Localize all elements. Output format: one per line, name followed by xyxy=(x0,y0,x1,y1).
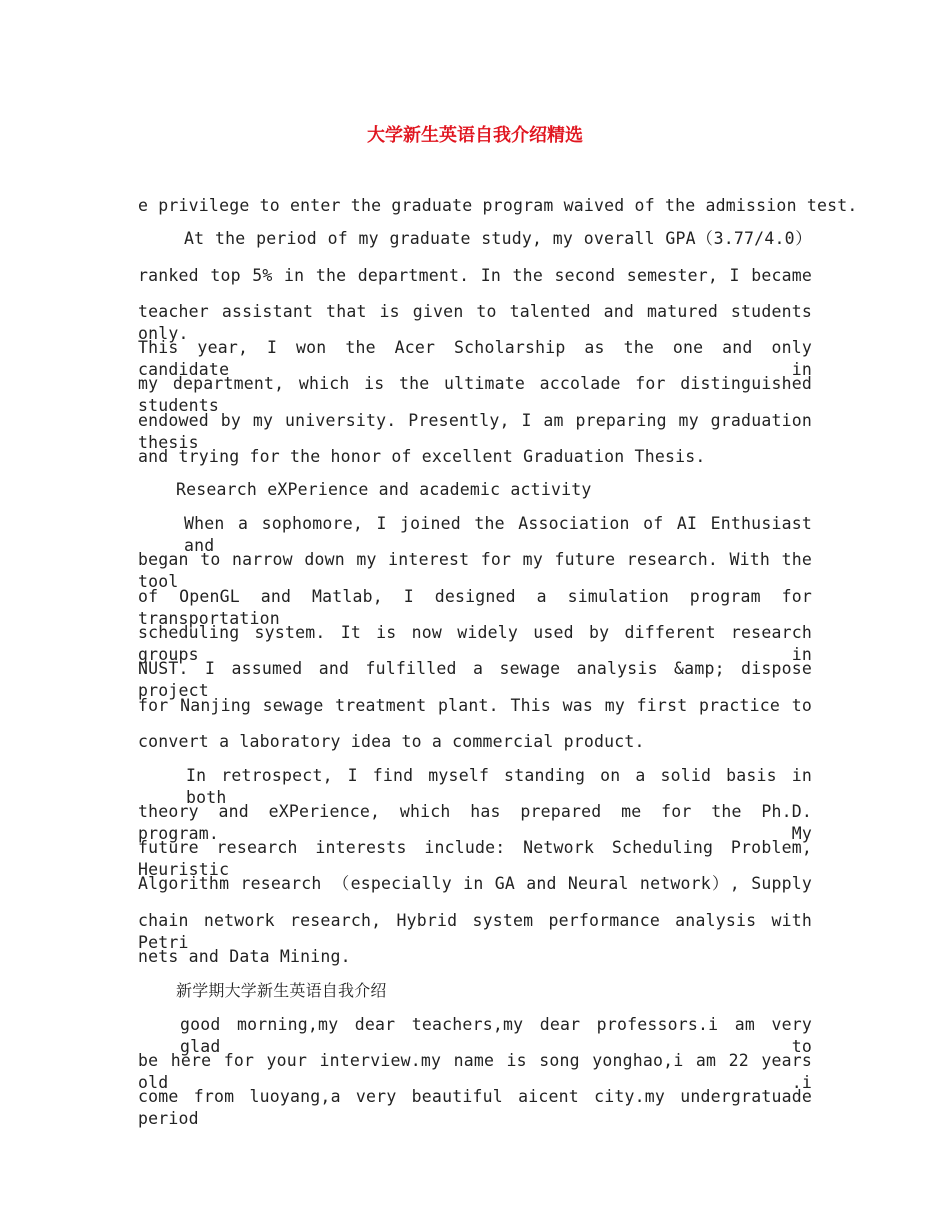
text-line: for Nanjing sewage treatment plant. This was my first practice to xyxy=(138,696,812,715)
text-line: chain network research, Hybrid system performance analysis with Petri xyxy=(138,911,812,952)
section-heading: 新学期大学新生英语自我介绍 xyxy=(176,981,387,1000)
text-line: teacher assistant that is given to talented and matured students only. xyxy=(138,302,812,343)
text-line: theory and eXPerience, which has prepared me for the Ph.D. program. My xyxy=(138,802,812,843)
text-line: Algorithm research （especially in GA and Neural network）, Supply xyxy=(138,874,812,893)
text-line: e privilege to enter the graduate program waived of the admission test. xyxy=(138,196,858,215)
section-heading: Research eXPerience and academic activity xyxy=(176,480,592,499)
text-line: ranked top 5% in the department. In the second semester, I became xyxy=(138,266,812,285)
text-line: When a sophomore, I joined the Association of AI Enthusiast and xyxy=(184,514,812,555)
text-line: of OpenGL and Matlab, I designed a simulation program for transportation xyxy=(138,587,812,628)
text-line: At the period of my graduate study, my overall GPA（3.77/4.0） xyxy=(184,229,812,248)
text-line: my department, which is the ultimate accolade for distinguished students xyxy=(138,374,812,415)
document-title: 大学新生英语自我介绍精选 xyxy=(367,125,583,146)
text-line: convert a laboratory idea to a commercial product. xyxy=(138,732,645,751)
text-line: NUST. I assumed and fulfilled a sewage analysis &amp; dispose project xyxy=(138,659,812,700)
text-line: scheduling system. It is now widely used by different research groups in xyxy=(138,623,812,664)
text-line: be here for your interview.my name is song yonghao,i am 22 years old .i xyxy=(138,1051,812,1092)
text-line: come from luoyang,a very beautiful aicent city.my undergratuade period xyxy=(138,1087,812,1128)
text-line: In retrospect, I find myself standing on a solid basis in both xyxy=(186,766,812,807)
text-line: nets and Data Mining. xyxy=(138,947,351,966)
text-line: This year, I won the Acer Scholarship as the one and only candidate in xyxy=(138,338,812,379)
text-line: future research interests include: Network Scheduling Problem, Heuristic xyxy=(138,838,812,879)
text-line: good morning,my dear teachers,my dear professors.i am very glad to xyxy=(180,1015,812,1056)
text-line: began to narrow down my interest for my future research. With the tool xyxy=(138,550,812,591)
text-line: and trying for the honor of excellent Graduation Thesis. xyxy=(138,447,706,466)
text-line: endowed by my university. Presently, I am preparing my graduation thesis xyxy=(138,411,812,452)
